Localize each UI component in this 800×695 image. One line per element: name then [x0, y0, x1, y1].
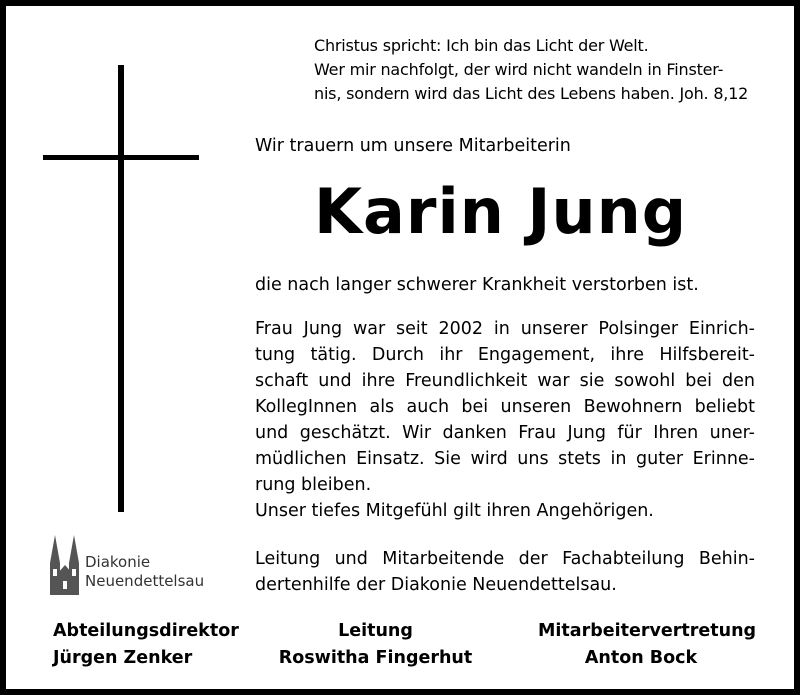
logo-wordmark: [85, 553, 204, 591]
condolence-line: Unser tiefes Mitgefühl gilt ihren Angehörigen.: [255, 501, 654, 521]
signoff-text: [255, 546, 755, 598]
intro-text: Wir trauern um unsere Mitarbeiterin: [255, 136, 571, 156]
quote-line: Wer mir nachfolgt, der wird nicht wandeln in Finster-: [314, 60, 724, 79]
tribute-line: rung bleiben.: [255, 475, 372, 495]
bible-quote: [314, 34, 764, 106]
tribute-line: KollegInnen als auch bei unseren Bewohnern beliebt: [255, 397, 755, 417]
tribute-line: tung tätig. Durch ihr Engagement, ihre Hilfsbereit-: [255, 345, 755, 365]
tribute-text: [255, 316, 755, 524]
cross-vertical-bar: [118, 65, 124, 512]
signature-block: [278, 618, 473, 672]
quote-line: nis, sondern wird das Licht des Lebens haben. Joh. 8,12: [314, 84, 749, 103]
signature-block: [538, 618, 757, 672]
signature-name: Anton Bock: [584, 648, 698, 668]
signature-block: [53, 618, 239, 672]
signature-role: Leitung: [338, 621, 413, 641]
signoff-line: Leitung und Mitarbeitende der Fachabteilung Behin-: [255, 549, 755, 569]
tribute-line: und geschätzt. Wir danken Frau Jung für Ihren uner-: [255, 423, 755, 443]
death-text: die nach langer schwerer Krankheit verstorben ist.: [255, 275, 699, 295]
logo-line: Neuendettelsau: [85, 572, 205, 590]
tribute-line: schaft und ihre Freundlichkeit war sie sowohl bei den: [255, 371, 755, 391]
signature-role: Mitarbeitervertretung: [538, 621, 757, 641]
tribute-line: müdlichen Einsatz. Sie wird uns stets in guter Erinne-: [255, 449, 755, 469]
signoff-line: dertenhilfe der Diakonie Neuendettelsau.: [255, 575, 617, 595]
logo-line: Diakonie: [85, 553, 151, 571]
signature-name: Jürgen Zenker: [53, 648, 193, 668]
tribute-line: Frau Jung war seit 2002 in unserer Polsinger Einrich-: [255, 319, 755, 339]
church-towers-icon: [47, 533, 85, 599]
diakonie-logo: [47, 533, 237, 599]
signature-name: Roswitha Fingerhut: [278, 648, 473, 668]
signature-role: Abteilungsdirektor: [53, 621, 239, 641]
quote-line: Christus spricht: Ich bin das Licht der Welt.: [314, 36, 649, 55]
cross-horizontal-bar: [43, 155, 199, 160]
deceased-name: Karin Jung: [314, 175, 688, 248]
